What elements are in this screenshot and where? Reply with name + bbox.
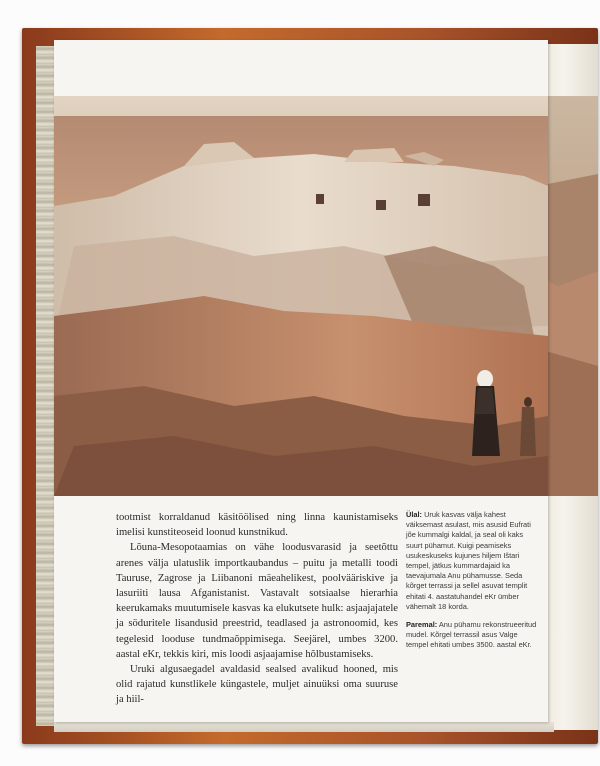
photo-captions (406, 510, 540, 659)
body-paragraph: tootmist korraldanud käsitöölised ning linna kaunistamiseks imelisi kunstiteoseid loonud kunstnikud. (116, 512, 398, 539)
caption-right (406, 620, 540, 651)
book-page (54, 40, 548, 722)
caption-text: Anu pühamu rekonstrueeritud mudel. Kõrgel terrassil asus Valge tempel ehitati umbes 3500. aastal eKr. (406, 620, 537, 650)
body-paragraph: Uruki algusaegadel avaldasid sealsed avalikud hooned, mis olid rajatud kunstlikele küngastele, muljet ainuüksi oma suuruse ja hiil- (116, 664, 398, 706)
uruk-ruins-photo (54, 96, 548, 496)
caption-lead: Paremal: (406, 620, 438, 630)
body-paragraph: Lõuna-Mesopotaamias on vähe loodusvarasid ja seetõttu arenes välja ulatuslik importkaubandus – puitu ja metalli toodi Tauruse, Zagrose ja Liibanoni mäeahelikest, poolvääriskive ja lasuriiti lausa Afganistanist. Vastavalt sotsiaalse hierarhia keerukamaks muutumisele kasvas ka elukutsete hulk: asjaajajatele ja söduritele lisandusid preestrid, teadlased ja astronoomid, kes tegelesid looduse tundmaõppimisega. Seejärel, umbes 3200. aastal eKr, tekkis kiri, mis loodi asjaajamise hõlbustamiseks. (116, 542, 398, 660)
caption-text: Uruk kasvas välja kahest väiksemast asulast, mis asusid Eufrati jõe kummalgi kaldal, ja seal oli kaks suurt pühamut. Kuigi peamiseks usukeskuseks kujunes hiljem Ištari tempel, jätkus kummardajaid ka taevajumala Anu pühamusse. Seda kõrget terrassi ja sellel asuvat templit ehitati 4. aastatuhandel eKr ümber vähemalt 18 korda. (406, 510, 531, 611)
body-text (116, 510, 398, 708)
book-spine-edge (36, 46, 54, 726)
page-stack-bottom (54, 722, 554, 732)
caption-above (406, 510, 540, 612)
caption-lead: Ülal: (406, 510, 423, 519)
